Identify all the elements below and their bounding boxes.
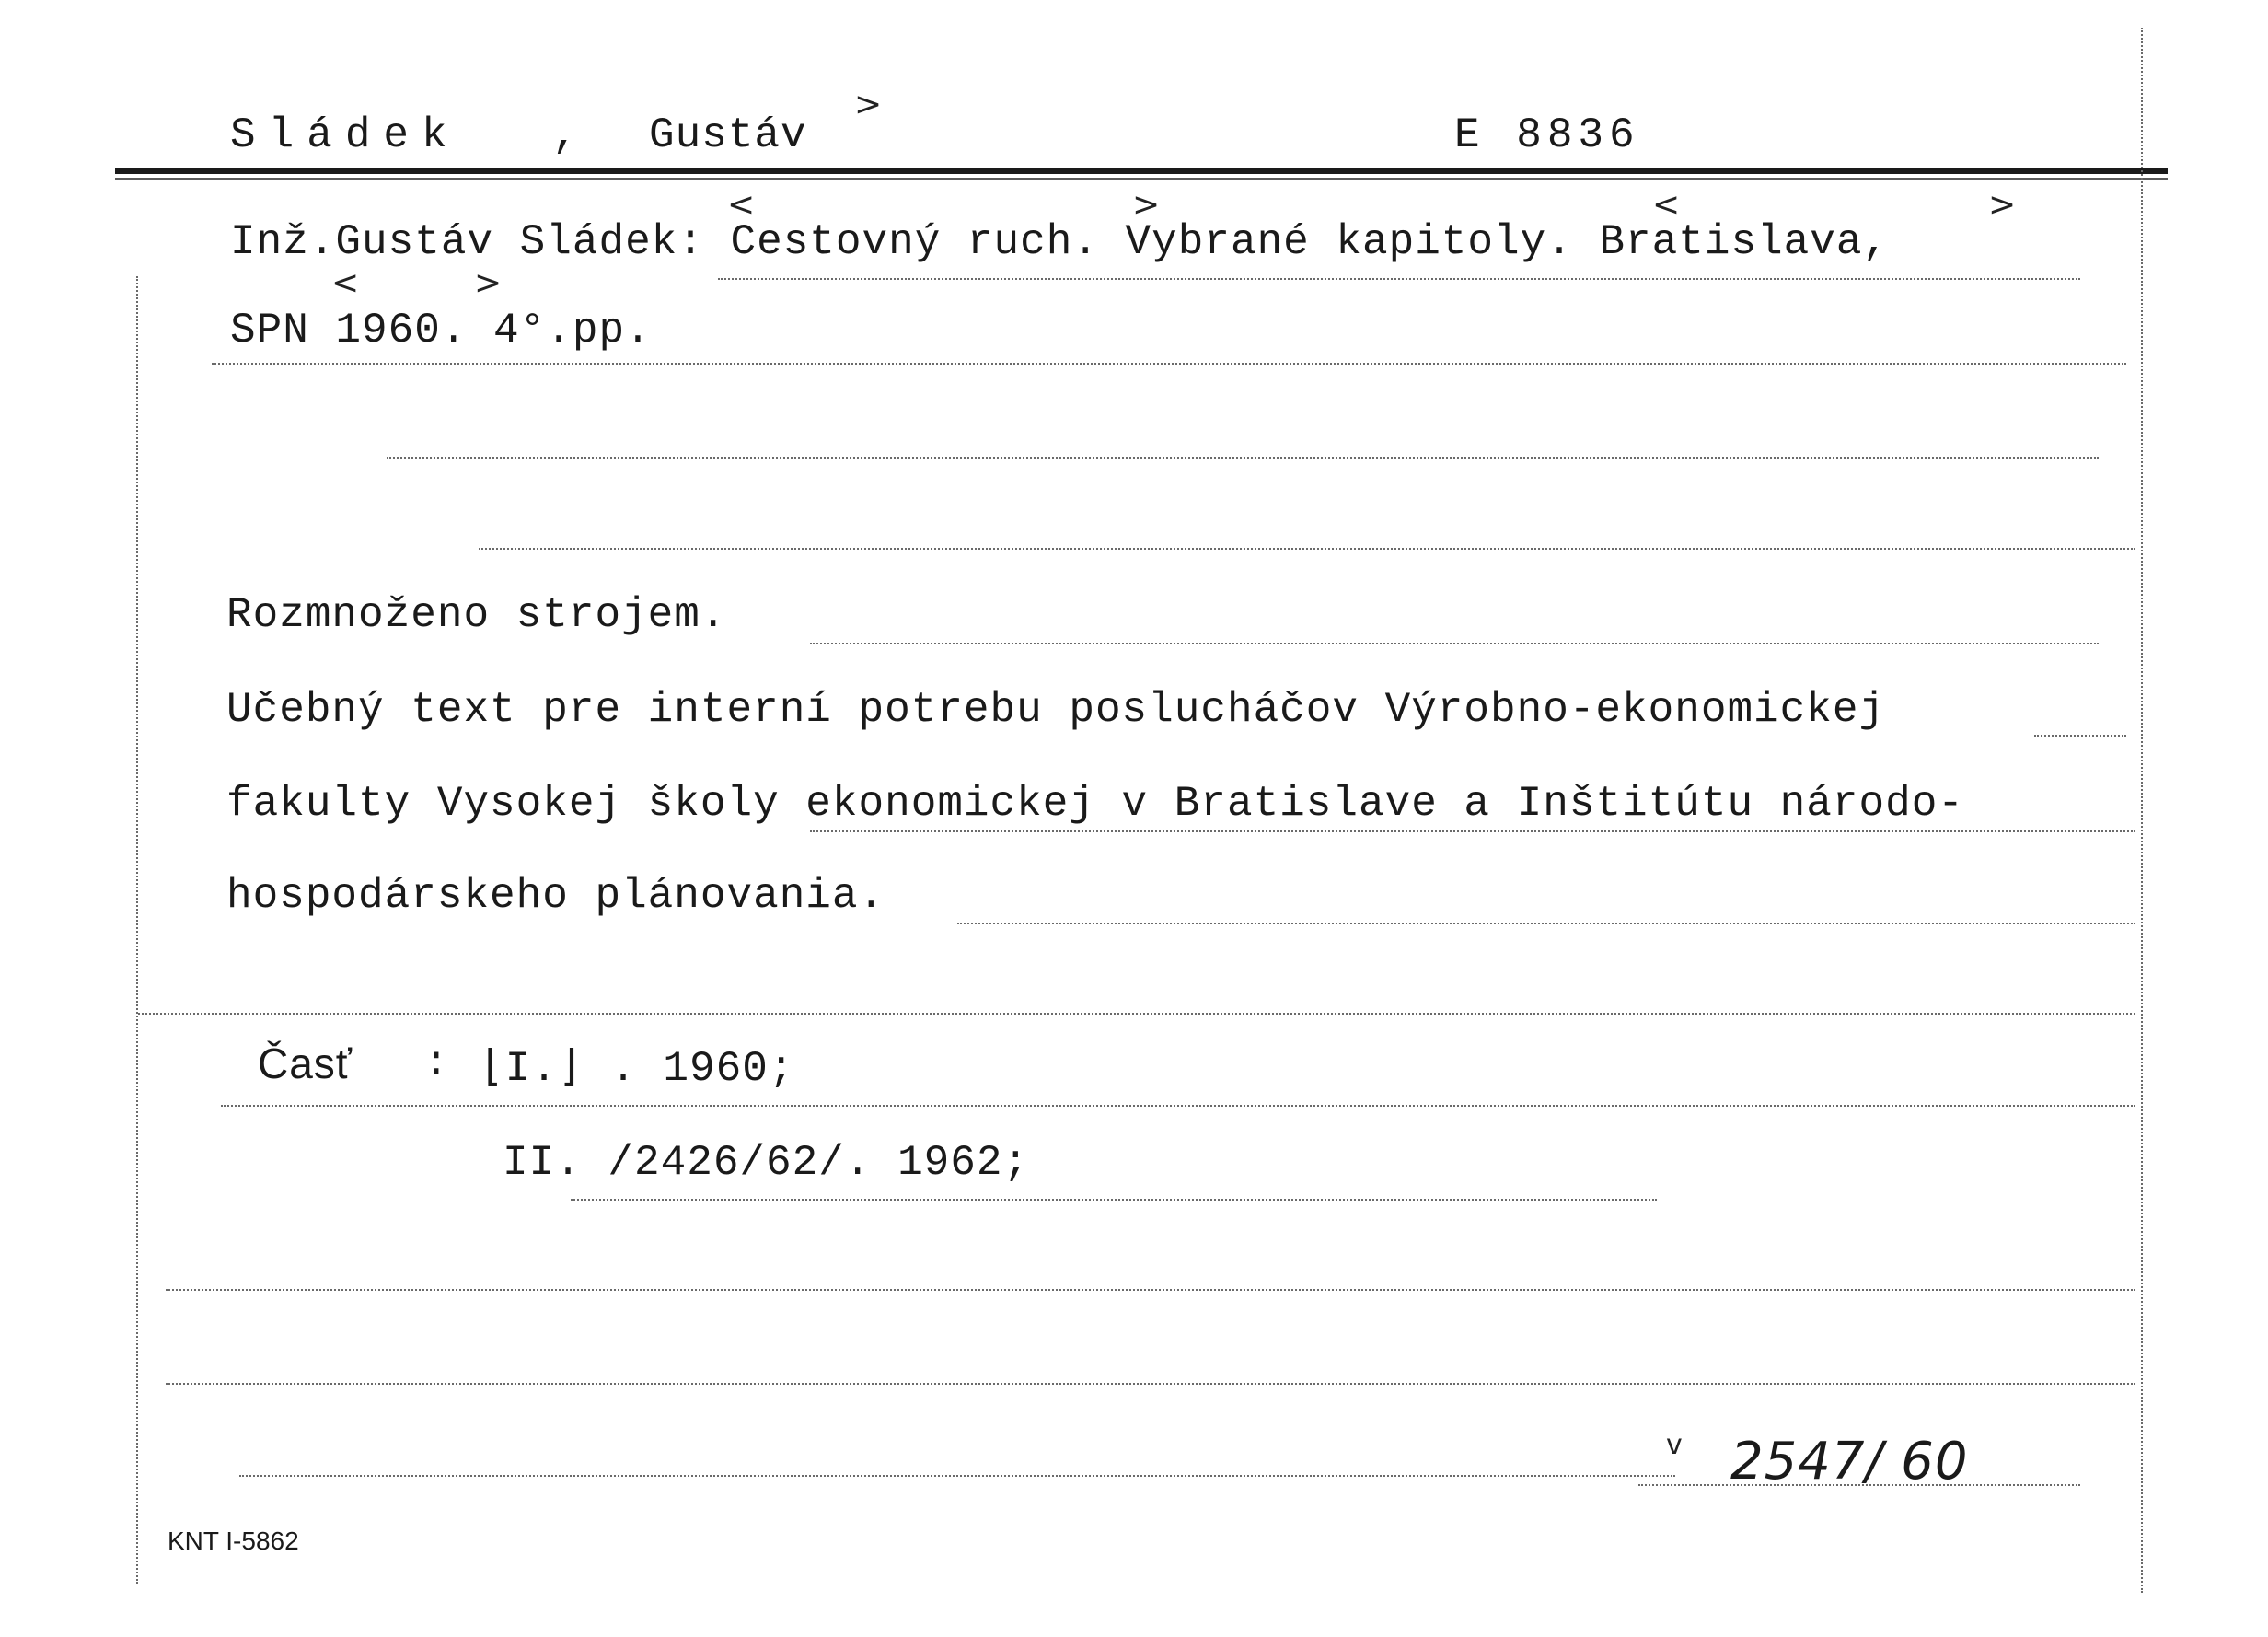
check-mark: v — [1666, 1429, 1683, 1461]
header-rule — [115, 168, 2168, 174]
guide-line — [1638, 1484, 2080, 1486]
guide-line — [166, 1383, 2135, 1385]
parts-colon: : — [423, 1039, 450, 1087]
author-surname: Sládek — [230, 111, 460, 159]
part-2: II. /2426/62/. 1962; — [503, 1139, 1030, 1187]
guide-line — [166, 1289, 2135, 1291]
left-margin-line — [136, 276, 138, 1584]
bracket-mark: < — [1652, 186, 1681, 224]
guide-line — [810, 830, 2135, 832]
bracket-mark: > — [1132, 186, 1161, 224]
call-number: E 8836 — [1454, 111, 1640, 159]
author-given-name: Gustáv — [649, 111, 807, 159]
note-line-2: fakulty Vysokej školy ekonomickej v Bratislave a Inštitútu národo- — [226, 780, 1964, 828]
guide-line — [479, 548, 2135, 550]
guide-line — [2034, 735, 2126, 737]
guide-line — [718, 278, 2080, 280]
guide-line — [239, 1475, 1675, 1477]
citation-line-1: Inž.Gustáv Sládek: Cestovný ruch. Vybrané kapitoly. Bratislava, — [230, 218, 1890, 266]
bracket-mark: < — [727, 186, 756, 224]
bracket-mark: > — [854, 86, 883, 123]
note-reproduction: Rozmnoženo strojem. — [226, 591, 727, 639]
form-code: KNT I-5862 — [168, 1527, 299, 1555]
guide-line — [387, 457, 2099, 459]
guide-line — [810, 643, 2099, 644]
note-line-1: Učebný text pre interní potrebu poslucháčov Výrobno-ekonomickej — [226, 686, 1886, 734]
bracket-mark: > — [1988, 186, 2017, 224]
guide-line — [957, 923, 2135, 924]
parts-label: Časť — [258, 1039, 353, 1087]
guide-line — [212, 363, 2126, 365]
bracket-mark: < — [331, 264, 360, 302]
guide-line — [221, 1105, 2135, 1107]
citation-line-2: SPN 1960. 4°.pp. — [230, 307, 652, 354]
note-line-3: hospodárskeho plánovania. — [226, 872, 885, 920]
accession-number: 2547/ 60 — [1730, 1432, 1969, 1492]
header-comma: , — [552, 111, 579, 159]
part-1: ⌊I.⌋ . 1960; — [479, 1045, 795, 1093]
right-margin-line — [2141, 28, 2143, 1593]
guide-line — [138, 1013, 2135, 1015]
bracket-mark: > — [474, 264, 503, 302]
header-rule-thin — [115, 178, 2168, 180]
guide-line — [571, 1199, 1657, 1201]
